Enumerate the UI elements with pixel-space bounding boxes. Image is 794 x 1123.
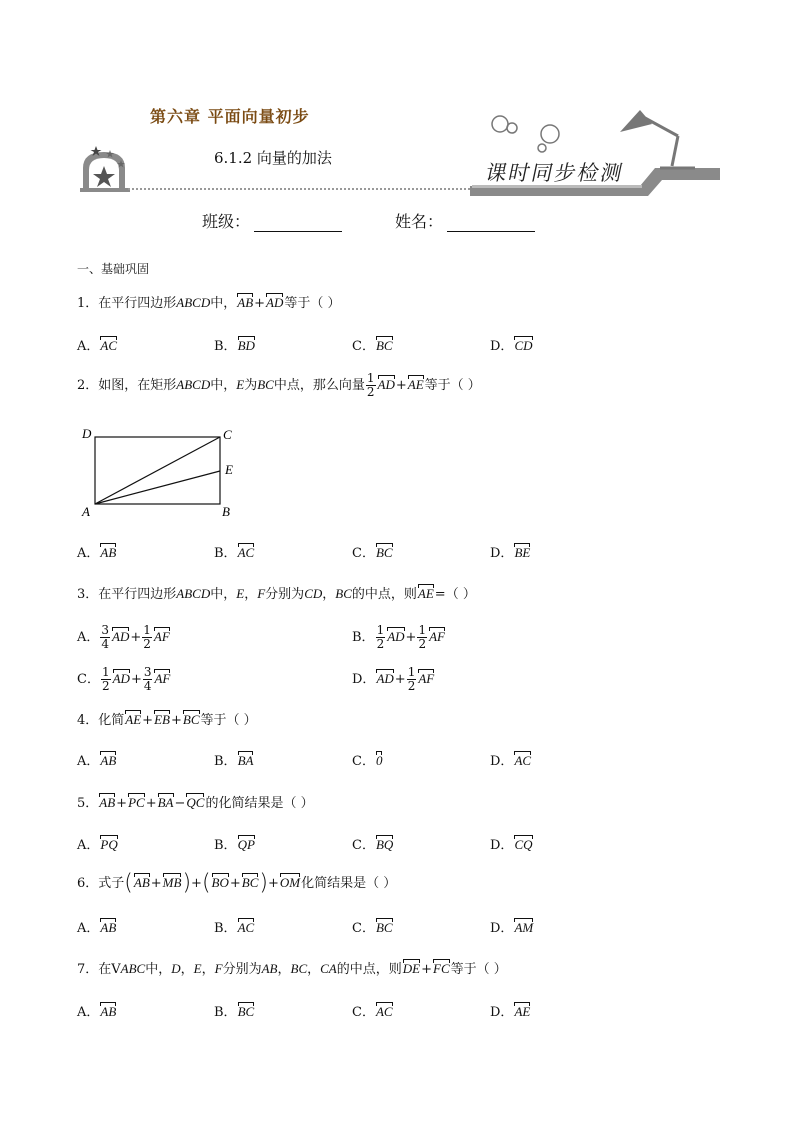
plus-sign: + [268, 876, 279, 891]
right-paren: ) [259, 870, 269, 896]
q2-vec-1: AD [377, 377, 395, 392]
q2-text-d: 中点，那么向量 [273, 378, 365, 393]
q1-option-a[interactable]: A．AC [77, 338, 118, 354]
part-title: 一、基础巩固 [77, 262, 150, 276]
label-a: A [82, 504, 90, 519]
q4-vec-1: AE [125, 712, 142, 727]
q4-vec-2: EB [154, 712, 170, 727]
q4-option-b[interactable]: B．BA [214, 753, 254, 769]
plus-sign: + [421, 962, 433, 977]
q7-f: F [214, 961, 223, 976]
question-4 [77, 711, 257, 730]
q7-option-a[interactable]: A．AB [77, 1004, 117, 1020]
q3-option-a[interactable]: A． $\frac{3}{4}$ AD+ $\frac{1}{2}$ AF [77, 623, 170, 651]
q6-option-a[interactable]: A．AB [77, 920, 117, 936]
q6-vec-1: AB [133, 875, 150, 890]
question-3 [77, 585, 476, 604]
q2-bc: BC [257, 377, 274, 392]
right-paren: ) [182, 870, 192, 896]
q7-abc: ABC [120, 961, 146, 976]
q7-option-c[interactable]: C．AC [352, 1004, 393, 1020]
q2-option-a[interactable]: A．AB [77, 545, 117, 561]
q7-text-b: 中， [145, 962, 172, 977]
q5-option-a[interactable]: A．PQ [77, 837, 118, 853]
triangle-symbol: V [111, 962, 121, 977]
plus-sign: + [116, 796, 128, 811]
q2-text: 2．如图，在矩形 [77, 378, 177, 393]
segment-ae [95, 471, 220, 504]
section-title: 6.1.2 向量的加法 [214, 149, 332, 167]
q1-text-c: 等于（ ） [284, 296, 341, 311]
q5-number: 5． [77, 796, 99, 811]
q4-text: 4．化简 [77, 713, 125, 728]
class-field [202, 209, 342, 232]
q6-vec-5: OM [279, 875, 301, 890]
q1-option-d[interactable]: D．CD [490, 338, 533, 354]
q3-text-d: 的中点，则 [351, 587, 417, 602]
q3-text-b: 中， [210, 587, 237, 602]
q6-option-c[interactable]: C．BC [352, 920, 393, 936]
q7-vec-1: DE [402, 961, 421, 976]
q6-vec-4: BC [241, 875, 259, 890]
q6-text: 6．式子 [77, 876, 125, 891]
name-input[interactable] [447, 213, 535, 232]
brand-title: 课时同步检测 [483, 161, 627, 185]
label-c: C [223, 427, 232, 442]
plus-sign: + [229, 876, 241, 891]
q2-option-d[interactable]: D．BE [490, 545, 531, 561]
q3-option-c[interactable]: C． $\frac{1}{2}$ AD+ $\frac{3}{4}$ AF [77, 665, 171, 693]
q2-text-c: 为 [244, 378, 258, 393]
question-1 [77, 294, 341, 313]
question-6 [77, 870, 397, 896]
left-paren: ( [124, 870, 133, 896]
question-7: 7．在VABC中，D，E，F分别为AB，BC，CA的中点，则DE+FC等于（ ） [77, 961, 507, 977]
q5-vec-2: PC [128, 795, 145, 810]
q5-vec-3: BA [157, 795, 174, 810]
q3-option-d[interactable]: D．AD+ $\frac{1}{2}$ AF [352, 665, 435, 693]
q1-text: 1．在平行四边形 [77, 296, 177, 311]
q7-text-e: 等于（ ） [450, 962, 507, 977]
plus-sign: + [150, 876, 162, 891]
q7-ca: CA [320, 961, 337, 976]
q3-abcd: ABCD [176, 586, 211, 601]
q1-abcd: ABCD [176, 295, 211, 310]
q7-text-c: 分别为 [222, 962, 262, 977]
q4-option-a[interactable]: A．AB [77, 753, 117, 769]
q6-vec-3: BO [211, 875, 229, 890]
q1-option-b[interactable]: B．BD [214, 338, 255, 354]
star-badge-icon [80, 146, 130, 192]
q1-vec-1: AB [237, 295, 254, 310]
q7-text-d: 的中点，则 [336, 962, 402, 977]
q7-e: E [193, 961, 202, 976]
diagonal-ac [95, 437, 220, 504]
question-2 [77, 372, 481, 399]
q7-option-d[interactable]: D．AE [490, 1004, 531, 1020]
q2-option-c[interactable]: C．BC [352, 545, 393, 561]
plus-sign: + [142, 713, 154, 728]
q7-option-b[interactable]: B．BC [214, 1004, 255, 1020]
q7-vec-2: FC [433, 961, 450, 976]
label-b: B [222, 504, 230, 519]
q5-vec-4: QC [186, 795, 205, 810]
name-field [395, 209, 535, 232]
q4-option-c[interactable]: C．0 [352, 753, 383, 769]
q6-vec-2: MB [162, 875, 182, 890]
q2-text-e: 等于（ ） [424, 378, 481, 393]
q3-vec: AE [417, 586, 434, 601]
q3-text: 3．在平行四边形 [77, 587, 177, 602]
q6-option-b[interactable]: B．AC [214, 920, 255, 936]
q2-fraction: $\frac{1}{2}$ [366, 371, 375, 399]
q2-vec-2: AE [407, 377, 424, 392]
plus-sign: + [254, 296, 266, 311]
q7-ab: AB [261, 961, 278, 976]
q3-comma: ， [244, 587, 258, 602]
class-label: 班级： [202, 212, 251, 231]
q3-f: F [257, 586, 266, 601]
q2-option-b[interactable]: B．AC [214, 545, 255, 561]
q7-d: D [171, 961, 181, 976]
q5-text: 的化简结果是（ ） [205, 796, 314, 811]
class-input[interactable] [254, 213, 342, 232]
q3-cd: CD [304, 586, 323, 601]
name-label: 姓名： [395, 212, 444, 231]
desk-lamp-icon [620, 110, 695, 168]
plus-sign: + [191, 876, 202, 891]
label-e: E [225, 462, 233, 477]
header-decoration [0, 0, 794, 200]
q2-abcd: ABCD [176, 377, 211, 392]
q3-comma-2: ， [322, 587, 336, 602]
q4-text-b: 等于（ ） [200, 713, 257, 728]
q3-option-b[interactable]: B． $\frac{1}{2}$ AD+ $\frac{1}{2}$ AF [352, 623, 445, 651]
q1-vec-2: AD [266, 295, 284, 310]
chapter-title: 第六章 平面向量初步 [150, 107, 310, 126]
q3-text-e: =（ ） [434, 587, 476, 602]
question-5 [77, 794, 314, 813]
q7-text: 7．在 [77, 962, 112, 977]
plus-sign: + [145, 796, 157, 811]
q6-option-d[interactable]: D．AM [490, 920, 534, 936]
q4-vec-3: BC [182, 712, 200, 727]
q5-option-b[interactable]: B．QP [214, 837, 255, 853]
plus-sign: + [395, 378, 407, 393]
q7-bc: BC [290, 961, 308, 976]
q3-e: E [236, 586, 245, 601]
plus-sign: + [170, 713, 182, 728]
rectangle-figure [76, 424, 246, 519]
q2-e: E [236, 377, 245, 392]
q4-option-d[interactable]: D．AC [490, 753, 532, 769]
bubbles-icon [492, 116, 559, 152]
q3-text-c: 分别为 [265, 587, 305, 602]
left-paren: ( [201, 870, 211, 896]
q6-text-b: 化简结果是（ ） [301, 876, 397, 891]
q5-option-c[interactable]: C．BQ [352, 837, 394, 853]
minus-sign: − [174, 796, 186, 811]
q5-vec-1: AB [99, 795, 116, 810]
q1-text-b: 中， [210, 296, 237, 311]
q3-bc: BC [335, 586, 352, 601]
q5-option-d[interactable]: D．CQ [490, 837, 533, 853]
q2-text-b: 中， [210, 378, 237, 393]
label-d: D [82, 426, 92, 441]
q1-option-c[interactable]: C．BC [352, 338, 393, 354]
